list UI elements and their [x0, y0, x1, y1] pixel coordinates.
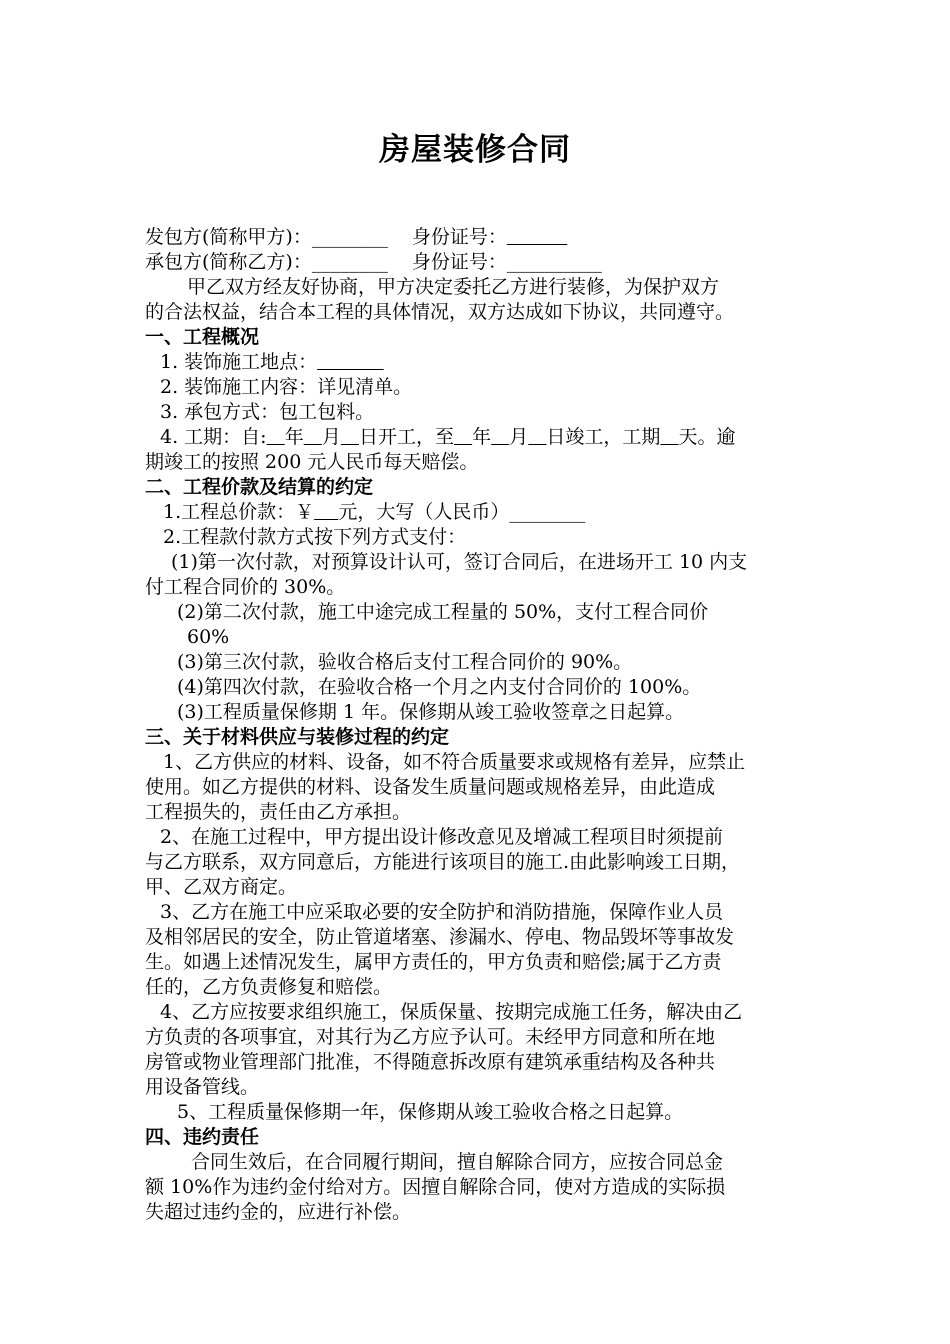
party-a-id-blank: [507, 226, 567, 248]
section-3-para-4-line-3: 房管或物业管理部门批准，不得随意拆改原有建筑承重结构及各种共: [145, 1051, 716, 1073]
section-3-para-1-line-2: 使用。如乙方提供的材料、设备发生质量问题或规格差异，由此造成: [145, 776, 716, 798]
section-3-para-4-line-2: 方负责的各项事宜，对其行为乙方应予认可。未经甲方同意和所在地: [145, 1026, 716, 1048]
section-1-item-1: [145, 350, 817, 375]
payment-1-line-1: (1)第一次付款，对预算设计认可，签订合同后，在进场开工 10 内支: [171, 551, 748, 573]
section-3-para-2-line-2: 与乙方联系，双方同意后，方能进行该项目的施工.由此影响竣工日期，: [145, 851, 741, 873]
end-day-blank: [528, 426, 546, 448]
party-b-line: [145, 250, 817, 275]
section-1-heading: 一、工程概况: [145, 326, 260, 348]
section-1-item-4-line-2: 期竣工的按照 200 元人民币每天赔偿。: [145, 451, 479, 473]
party-b-name-blank: ________: [311, 251, 388, 273]
duration-text: 天。逾: [678, 426, 736, 448]
month-text: 月: [321, 426, 341, 448]
section-3-para-3-line-3: 生。如遇上述情况发生，属甲方责任的，甲方负责和赔偿;属于乙方责: [145, 951, 722, 973]
amount-in-words-label: 元，大写（人民币）: [338, 501, 510, 523]
section-1-item-2: 2. 装饰施工内容：详见清单。: [160, 376, 413, 398]
completion-text: 日竣工，工期: [546, 426, 661, 448]
year-text: 年: [472, 426, 492, 448]
section-4-line-2: 额 10%作为违约金付给对方。因擅自解除合同，使对方造成的实际损: [145, 1176, 726, 1198]
section-3-para-3-line-2: 及相邻居民的安全，防止管道堵塞、渗漏水、停电、物品毁坏等事故发: [145, 926, 735, 948]
duration-blank: [660, 426, 678, 448]
section-4-heading: 四、违约责任: [145, 1126, 260, 1148]
end-month-blank: [491, 426, 509, 448]
start-text: 日开工，至: [358, 426, 454, 448]
section-3-para-3-line-4: 任的，乙方负责修复和赔偿。: [145, 976, 393, 998]
section-1-item-4: [145, 425, 817, 450]
party-b-label: 承包方(简称乙方)：: [145, 251, 312, 273]
section-3-para-5: 5、工程质量保修期一年，保修期从竣工验收合格之日起算。: [177, 1101, 684, 1123]
start-year-blank: [267, 426, 285, 448]
section-3-para-2-line-3: 甲、乙双方商定。: [145, 876, 298, 898]
party-a-line: [145, 225, 817, 250]
warranty-period: (3)工程质量保修期 1 年。保修期从竣工验收签章之日起算。: [177, 701, 685, 723]
party-a-id-label: 身份证号：: [411, 226, 507, 248]
section-3-para-2-line-1: 2、在施工过程中，甲方提出设计修改意见及增减工程项目时须提前: [160, 826, 724, 848]
payment-2-line-2: 60%: [187, 626, 230, 648]
amount-in-words-blank: ________: [509, 501, 586, 523]
total-price-label: 1.工程总价款：￥: [163, 501, 315, 523]
year-text: 年: [284, 426, 304, 448]
total-price-blank: [314, 501, 338, 523]
month-text: 月: [509, 426, 529, 448]
period-label: 4. 工期：自:: [160, 426, 267, 448]
party-a-label: 发包方(简称甲方)：: [145, 226, 312, 248]
payment-1-line-2: 付工程合同价的 30%。: [145, 576, 346, 598]
section-3-para-1-line-1: 1、乙方供应的材料、设备，如不符合质量要求或规格有差异，应禁止: [163, 751, 746, 773]
section-2-heading: 二、工程价款及结算的约定: [145, 476, 374, 498]
section-4-line-1: 合同生效后，在合同履行期间，擅自解除合同方，应按合同总金: [191, 1151, 724, 1173]
section-3-heading: 三、关于材料供应与装修过程的约定: [145, 726, 450, 748]
section-2-item-1: [145, 500, 817, 525]
construction-site-blank: [317, 351, 383, 373]
party-b-id-label: 身份证号：: [411, 251, 507, 273]
document-title: 房屋装修合同: [379, 132, 571, 168]
section-4-line-3: 失超过违约金的，应进行补偿。: [145, 1201, 412, 1223]
section-3-para-4-line-1: 4、乙方应按要求组织施工，保质保量、按期完成施工任务，解决由乙: [160, 1001, 743, 1023]
intro-line-1: 甲乙双方经友好协商，甲方决定委托乙方进行装修，为保护双方: [187, 276, 720, 298]
section-1-item-3: 3. 承包方式：包工包料。: [160, 401, 375, 423]
payment-2-line-1: (2)第二次付款，施工中途完成工程量的 50%，支付工程合同价: [177, 601, 709, 623]
section-2-item-2: 2.工程款付款方式按下列方式支付：: [163, 526, 467, 548]
contract-body: [145, 225, 817, 1225]
construction-site-label: 1. 装饰施工地点：: [160, 351, 318, 373]
payment-4: (4)第四次付款，在验收合格一个月之内支付合同价的 100%。: [177, 676, 702, 698]
party-b-id-blank: __________: [506, 251, 602, 273]
party-a-name-blank: ________: [311, 226, 388, 248]
start-month-blank: [304, 426, 322, 448]
payment-3: (3)第三次付款，验收合格后支付工程合同价的 90%。: [177, 651, 633, 673]
intro-line-2: 的合法权益，结合本工程的具体情况，双方达成如下协议，共同遵守。: [145, 301, 735, 323]
end-year-blank: [454, 426, 472, 448]
start-day-blank: [341, 426, 359, 448]
section-3-para-3-line-1: 3、乙方在施工中应采取必要的安全防护和消防措施，保障作业人员: [160, 901, 724, 923]
section-3-para-4-line-4: 用设备管线。: [145, 1076, 260, 1098]
section-3-para-1-line-3: 工程损失的，责任由乙方承担。: [145, 801, 412, 823]
